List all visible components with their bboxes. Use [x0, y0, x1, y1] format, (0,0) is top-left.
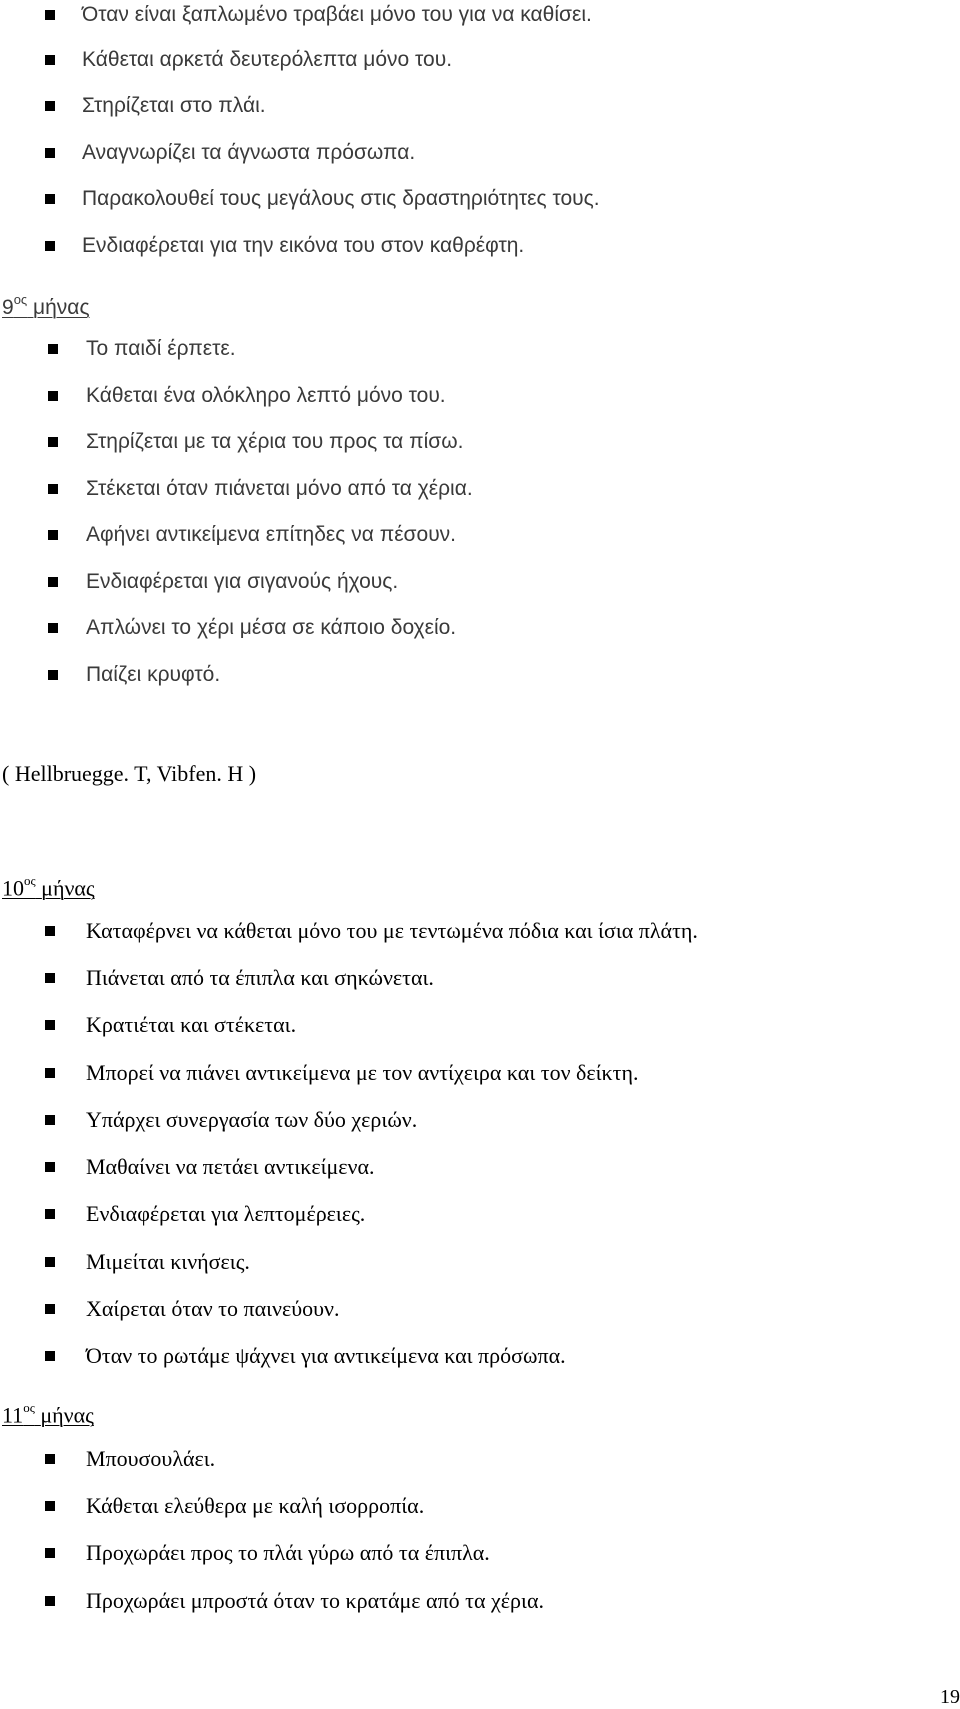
month-suffix: ος — [24, 873, 36, 888]
bullet-marker — [45, 1596, 55, 1606]
section-heading-month-9 — [2, 289, 90, 321]
bullet-marker — [45, 1020, 55, 1030]
section-heading-month-11 — [2, 1397, 94, 1428]
bullet-marker — [45, 101, 55, 111]
bullet-marker — [48, 623, 58, 633]
list-item: Ενδιαφέρεται για την εικόνα του στον καθρέφτη. — [82, 234, 525, 257]
bullet-marker — [45, 973, 55, 983]
bullet-marker — [45, 194, 55, 204]
section-heading-month-10 — [2, 870, 95, 901]
bullet-marker — [48, 577, 58, 587]
bullet-marker — [45, 1209, 55, 1219]
list-item: Παίζει κρυφτό. — [86, 663, 221, 686]
list-item: Προχωράει προς το πλάι γύρω από τα έπιπλα. — [86, 1540, 490, 1565]
bullet-marker — [45, 1162, 55, 1172]
bullet-marker — [48, 530, 58, 540]
list-item: Προχωράει μπροστά όταν το κρατάμε από τα χέρια. — [86, 1588, 544, 1613]
bullet-marker — [45, 1454, 55, 1464]
month-word: μήνας — [41, 875, 95, 901]
month-word: μήνας — [33, 296, 90, 319]
list-item: Ενδιαφέρεται για λεπτομέρειες. — [86, 1201, 366, 1226]
month-number: 10 — [2, 875, 24, 901]
list-item: Κάθεται αρκετά δευτερόλεπτα μόνο του. — [82, 48, 453, 71]
list-item: Ενδιαφέρεται για σιγανούς ήχους. — [86, 570, 399, 593]
list-item: Στηρίζεται στο πλάι. — [82, 94, 266, 117]
list-item: Όταν είναι ξαπλωμένο τραβάει μόνο του για να καθίσει. — [82, 3, 592, 26]
month-suffix: ος — [13, 292, 28, 307]
bullet-marker — [45, 1351, 55, 1361]
bullet-marker — [48, 670, 58, 680]
list-item: Κάθεται ελεύθερα με καλή ισορροπία. — [86, 1493, 425, 1518]
list-item: Παρακολουθεί τους μεγάλους στις δραστηριότητες τους. — [82, 187, 600, 210]
month-number: 11 — [2, 1402, 24, 1428]
bullet-marker — [45, 1257, 55, 1267]
list-item: Καταφέρνει να κάθεται μόνο του με τεντωμένα πόδια και ίσια πλάτη. — [86, 918, 698, 943]
bullet-marker — [45, 1548, 55, 1558]
bullet-marker — [48, 391, 58, 401]
list-item: Κάθεται ένα ολόκληρο λεπτό μόνο του. — [86, 384, 446, 407]
month-word: μήνας — [40, 1402, 94, 1428]
month-number: 9 — [2, 296, 14, 319]
bullet-marker — [45, 10, 55, 20]
bullet-marker — [45, 1115, 55, 1125]
bullet-marker — [48, 437, 58, 447]
list-item: Μαθαίνει να πετάει αντικείμενα. — [86, 1154, 375, 1179]
list-item: Πιάνεται από τα έπιπλα και σηκώνεται. — [86, 965, 434, 990]
list-item: Μπουσουλάει. — [86, 1446, 216, 1471]
citation: ( Hellbruegge. T, Vibfen. H ) — [2, 761, 257, 786]
list-item: Στέκεται όταν πιάνεται μόνο από τα χέρια. — [86, 477, 473, 500]
list-item: Απλώνει το χέρι μέσα σε κάποιο δοχείο. — [86, 616, 457, 639]
page-number: 19 — [940, 1686, 960, 1708]
bullet-marker — [45, 1501, 55, 1511]
list-item: Μπορεί να πιάνει αντικείμενα με τον αντίχειρα και τον δείκτη. — [86, 1060, 639, 1085]
list-item: Αναγνωρίζει τα άγνωστα πρόσωπα. — [82, 141, 416, 164]
list-item: Υπάρχει συνεργασία των δύο χεριών. — [86, 1107, 418, 1132]
bullet-marker — [45, 1304, 55, 1314]
bullet-marker — [48, 344, 58, 354]
bullet-marker — [45, 926, 55, 936]
list-item: Κρατιέται και στέκεται. — [86, 1012, 297, 1037]
list-item: Όταν το ρωτάμε ψάχνει για αντικείμενα και πρόσωπα. — [86, 1343, 566, 1368]
list-item: Το παιδί έρπετε. — [86, 337, 236, 360]
list-item: Στηρίζεται με τα χέρια του προς τα πίσω. — [86, 430, 464, 453]
list-item: Μιμείται κινήσεις. — [86, 1249, 250, 1274]
list-item: Αφήνει αντικείμενα επίτηδες να πέσουν. — [86, 523, 457, 546]
bullet-marker — [48, 484, 58, 494]
bullet-marker — [45, 241, 55, 251]
bullet-marker — [45, 1068, 55, 1078]
bullet-marker — [45, 55, 55, 65]
month-suffix: ος — [23, 1400, 35, 1415]
list-item: Χαίρεται όταν το παινεύουν. — [86, 1296, 340, 1321]
bullet-marker — [45, 148, 55, 158]
